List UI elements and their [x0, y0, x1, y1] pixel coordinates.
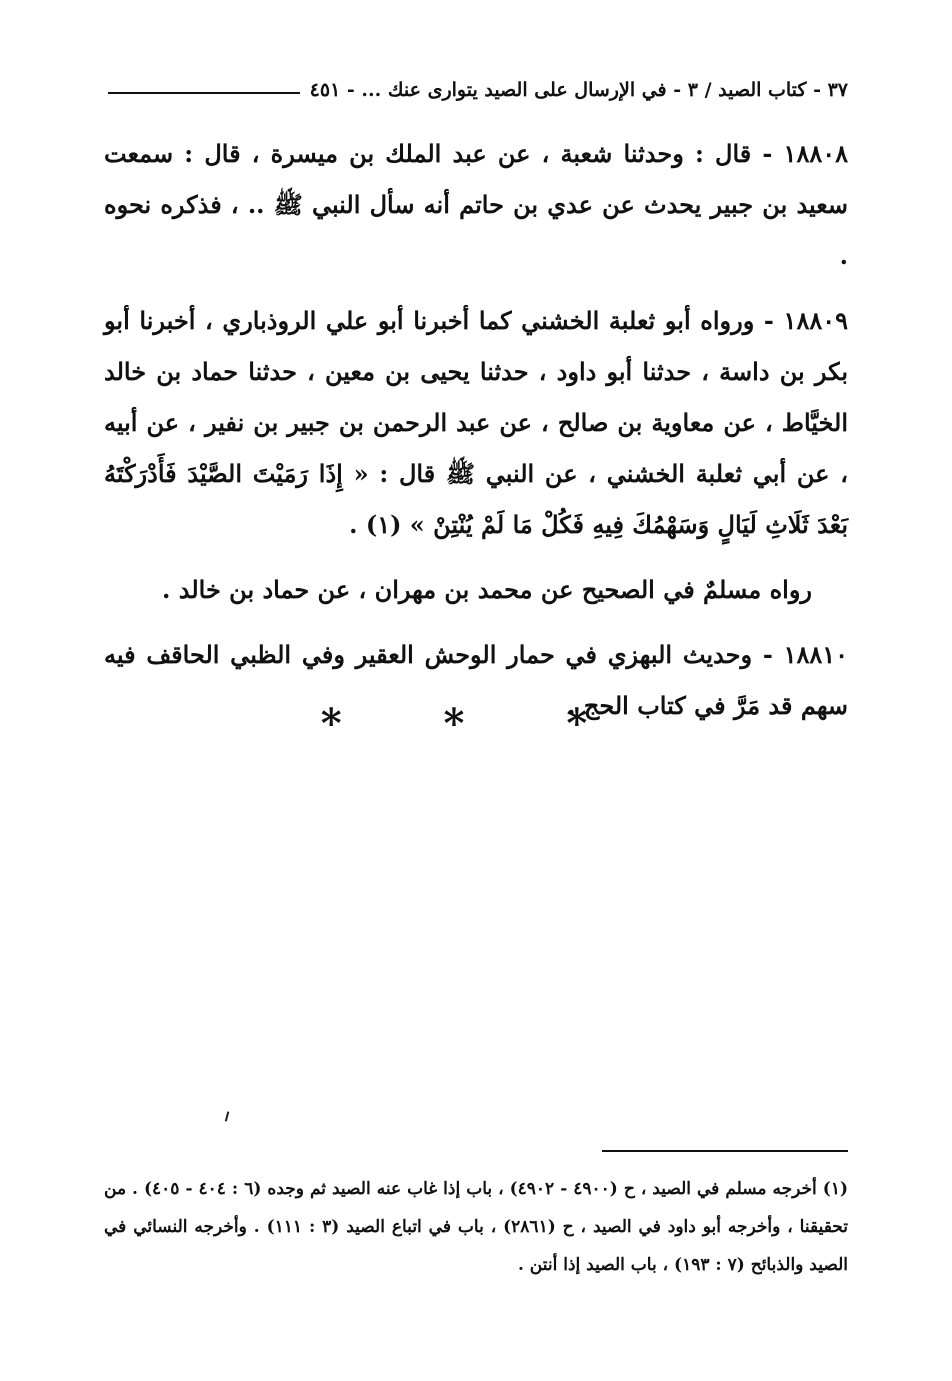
hadith-paragraph-18810: ١٨٨١٠ - وحديث البهزي في حمار الوحش العقير وفي الظبي الحاقف فيه سهم قد مَرَّ في كتاب الحج .	[104, 640, 849, 720]
running-header	[108, 70, 848, 110]
stray-ink-mark	[225, 1111, 233, 1122]
hadith-paragraph-18809: ١٨٨٠٩ - ورواه أبو ثعلبة الخشني كما أخبرنا أبو علي الروذباري ، أخبرنا أبو بكر بن داسة ، حدثنا أبو داود ، حدثنا يحيى بن معين ، حدثنا حماد بن خالد الخيَّاط ، عن معاوية بن صالح ، عن عبد الرحمن بن جبير بن نفير ، عن أبيه ، عن أبي ثعلبة الخشني ، عن النبي ﷺ قال : « إِذَا رَمَيْتَ الصَّيْدَ فَأَدْرَكْتَهُ بَعْدَ ثَلَاثِ لَيَالٍ وَسَهْمُكَ فِيهِ فَكُلْ مَا لَمْ يُنْتِنْ » (١) .	[104, 306, 848, 539]
header-rule	[108, 92, 300, 94]
footnote-rule	[602, 1150, 848, 1152]
footnote-1: (١) أخرجه مسلم في الصيد ، ح (٤٩٠٠ - ٤٩٠٢) ، باب إذا غاب عنه الصيد ثم وجده (٦ : ٤٠٤ - ٤٠٥) . من تحقيقنا ، وأخرجه أبو داود في الصيد ، ح (٢٨٦١) ، باب في اتباع الصيد (٣ : ١١١) . وأخرجه النسائي في الصيد والذبائح (٧ : ١٩٣) ، باب الصيد إذا أنتن .	[104, 1179, 849, 1275]
footnotes	[104, 1170, 848, 1284]
muslim-narration-note: رواه مسلمٌ في الصحيح عن محمد بن مهران ، عن حماد بن خالد .	[162, 575, 812, 604]
hadith-paragraph-18808: ١٨٨٠٨ - قال : وحدثنا شعبة ، عن عبد الملك بن ميسرة ، قال : سمعت سعيد بن جبير يحدث عن عدي بن حاتم أنه سأل النبي ﷺ .. ، فذكره نحوه .	[104, 139, 848, 270]
section-separator-stars: * * *	[320, 700, 632, 747]
main-text	[104, 128, 848, 745]
running-header-text: ٣٧ - كتاب الصيد / ٣ - في الإرسال على الصيد يتوارى عنك ... - ٤٥١	[309, 79, 848, 101]
